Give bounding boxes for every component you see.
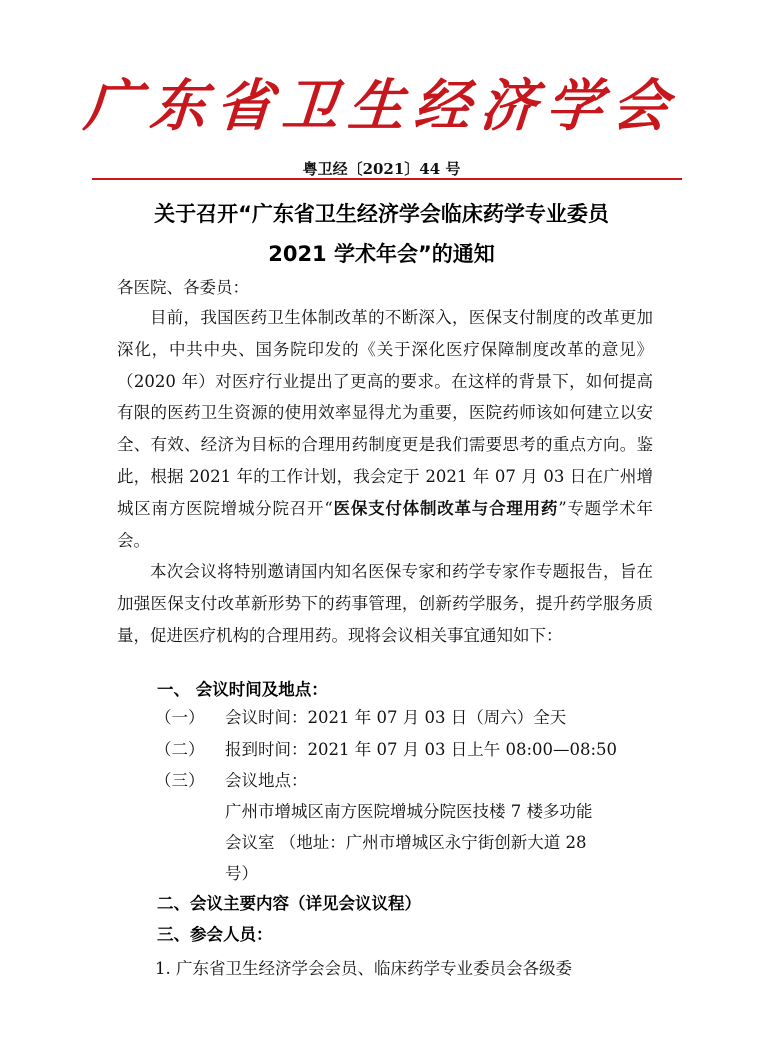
list-marker: （二） — [155, 740, 205, 759]
highlighted-topic: 医保支付体制改革与合理用药 — [332, 498, 559, 518]
venue-line: 会议室 （地址：广州市增城区永宁街创新大道 28 — [225, 833, 587, 852]
section-3-heading: 三、参会人员： — [157, 925, 273, 944]
venue-line: 广州市增城区南方医院增城分院医技楼 7 楼多功能 — [225, 802, 593, 821]
list-text: 会议时间：2021 年 07 月 03 日（周六）全天 — [225, 708, 567, 727]
org-title: 广东省卫生经济学会 — [81, 74, 681, 139]
venue-address — [225, 796, 655, 889]
section-1-heading: 一、 会议时间及地点： — [157, 680, 328, 699]
notice-title-line-2: 2021 学术年会”的通知 — [268, 242, 495, 266]
paragraph-1-ending: ”专题学术年会。 — [117, 498, 654, 550]
body-paragraph-1 — [117, 302, 653, 556]
paragraph-2-text: 本次会议将特别邀请国内知名医保专家和药学专家作专题报告，旨在加强医保支付改革新形势下的药事管理，创新药学服务，提升药学服务质量，促进医疗机构的合理用药。现将会议相关事宜通知如下： — [117, 562, 653, 645]
list-item-checkin — [155, 736, 617, 760]
list-text: 报到时间：2021 年 07 月 03 日上午 08:00—08:50 — [225, 740, 618, 759]
paragraph-1-text: 目前，我国医药卫生体制改革的不断深入，医保支付制度的改革更加深化，中共中央、国务院印发的《关于深化医疗保障制度改革的意见》（2020 年）对医疗行业提出了更高的要求。在这样的背景下，如何提高有限的医药卫生资源的使用效率显得尤为重要，医院药师该如何建立以安全、有效、经济为目标的合理用药制度更是我们需要思考的重点方向。鉴此，根据 2021 年的工作计划，我会定于 2021 年 07 月 03 日在广州增城区南方医院增城分院召开“ — [117, 308, 653, 518]
body-paragraph-2 — [117, 556, 653, 651]
document-number: 粤卫经〔2021〕44 号 — [302, 160, 461, 178]
notice-title-line-1: 关于召开“广东省卫生经济学会临床药学专业委员 — [154, 202, 609, 226]
list-marker: （一） — [155, 708, 205, 727]
list-text: 会议地点： — [225, 771, 308, 790]
list-item-time — [155, 704, 566, 728]
venue-line: 号） — [225, 864, 258, 883]
list-marker: （三） — [155, 771, 205, 790]
section-2-heading: 二、会议主要内容（详见会议议程） — [157, 894, 421, 913]
red-divider — [92, 178, 682, 180]
notice-title — [0, 194, 763, 274]
list-item-venue — [155, 767, 308, 791]
salutation: 各医院、各委员： — [117, 278, 249, 297]
participants-item-1: 1. 广东省卫生经济学会会员、临床药学专业委员会各级委 — [155, 959, 572, 978]
